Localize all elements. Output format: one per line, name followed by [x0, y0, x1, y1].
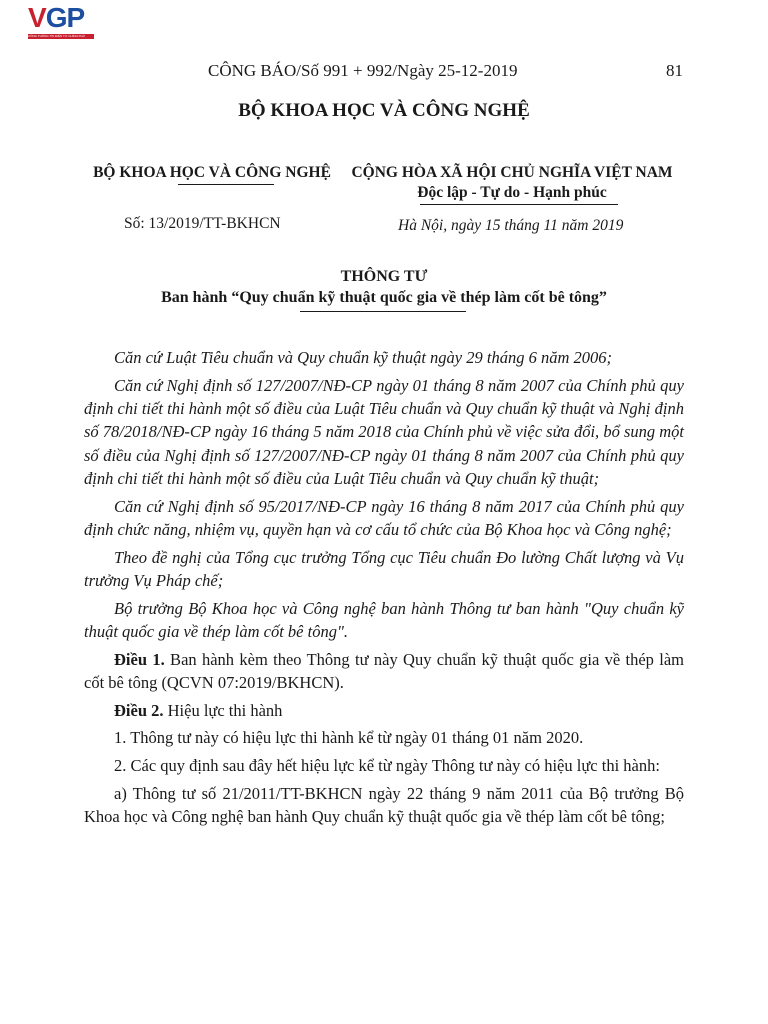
issuer-block	[82, 163, 342, 185]
article-1-label: Điều 1.	[114, 649, 165, 669]
preamble-proposal: Theo đề nghị của Tổng cục trưởng Tổng cục Tiêu chuẩn Đo lường Chất lượng và Vụ trưởng Vụ Pháp chế;	[84, 547, 684, 591]
preamble-minister: Bộ trưởng Bộ Khoa học và Công nghệ ban hành Thông tư ban hành "Quy chuẩn kỹ thuật quốc gia về thép làm cốt bê tông".	[84, 598, 684, 642]
vgp-logo	[14, 2, 94, 36]
document-body	[84, 346, 684, 833]
issuer-agency: BỘ KHOA HỌC VÀ CÔNG NGHỆ	[93, 164, 331, 181]
vgp-logo-text	[28, 2, 84, 34]
clause-2a: a) Thông tư số 21/2011/TT-BKHCN ngày 22 tháng 9 năm 2011 của Bộ trưởng Bộ Khoa học và Công nghệ ban hành Quy chuẩn kỹ thuật quốc gia về thép làm cốt bê tông;	[84, 783, 684, 826]
preamble-decree-127: Căn cứ Nghị định số 127/2007/NĐ-CP ngày 01 tháng 8 năm 2007 của Chính phủ quy định chi tiết thi hành một số điều của Luật Tiêu chuẩn và Quy chuẩn kỹ thuật và Nghị định số 78/2018/NĐ-CP ngày 16 tháng 5 năm 2018 của Chính phủ về việc sửa đổi, bổ sung một số điều của Nghị định số 127/2007/NĐ-CP ngày 01 tháng 8 năm 2007 của Chính phủ quy định chi tiết thi hành một số điều của Luật Tiêu chuẩn và Quy chuẩn kỹ thuật;	[84, 375, 684, 489]
article-2	[84, 699, 684, 722]
clause-2: 2. Các quy định sau đây hết hiệu lực kể từ ngày Thông tư này có hiệu lực thi hành:	[114, 756, 660, 775]
page-number: 81	[666, 61, 683, 80]
document-subtitle: Ban hành “Quy chuẩn kỹ thuật quốc gia về thép làm cốt bê tông”	[161, 289, 607, 306]
place-date: Hà Nội, ngày 15 tháng 11 năm 2019	[398, 217, 624, 234]
national-motto-line1: CỘNG HÒA XÃ HỘI CHỦ NGHĨA VIỆT NAM	[351, 164, 673, 181]
document-number: Số: 13/2019/TT-BKHCN	[124, 215, 281, 232]
logo-gp-letters: GP	[45, 2, 85, 33]
article-1	[84, 648, 684, 695]
clause-1: 1. Thông tư này có hiệu lực thi hành kể từ ngày 01 tháng 01 năm 2020.	[114, 728, 584, 748]
subtitle-underline	[300, 311, 466, 312]
logo-v-letter: V	[28, 2, 46, 33]
national-block	[340, 163, 684, 205]
ministry-title: BỘ KHOA HỌC VÀ CÔNG NGHỆ	[238, 100, 530, 121]
article-1-text: Ban hành kèm theo Thông tư này Quy chuẩn kỹ thuật quốc gia về thép làm cốt bê tông (QCVN 07:2019/BKHCN).	[84, 649, 685, 693]
preamble-law: Căn cứ Luật Tiêu chuẩn và Quy chuẩn kỹ thuật ngày 29 tháng 6 năm 2006;	[114, 348, 612, 367]
logo-strip: CỔNG THÔNG TIN ĐIỆN TỬ CHÍNH PHỦ	[28, 34, 94, 39]
motto-underline	[420, 204, 618, 205]
preamble-decree-95: Căn cứ Nghị định số 95/2017/NĐ-CP ngày 16 tháng 8 năm 2017 của Chính phủ quy định chức năng, nhiệm vụ, quyền hạn và cơ cấu tổ chức của Bộ Khoa học và Công nghệ;	[84, 496, 684, 540]
document-type: THÔNG TƯ	[340, 268, 428, 285]
gazette-header: CÔNG BÁO/Số 991 + 992/Ngày 25-12-2019	[208, 61, 518, 80]
article-2-text: Hiệu lực thi hành	[163, 700, 283, 720]
national-motto-line2: Độc lập - Tự do - Hạnh phúc	[417, 184, 607, 201]
article-2-label: Điều 2.	[114, 700, 164, 720]
issuer-underline	[178, 184, 274, 185]
